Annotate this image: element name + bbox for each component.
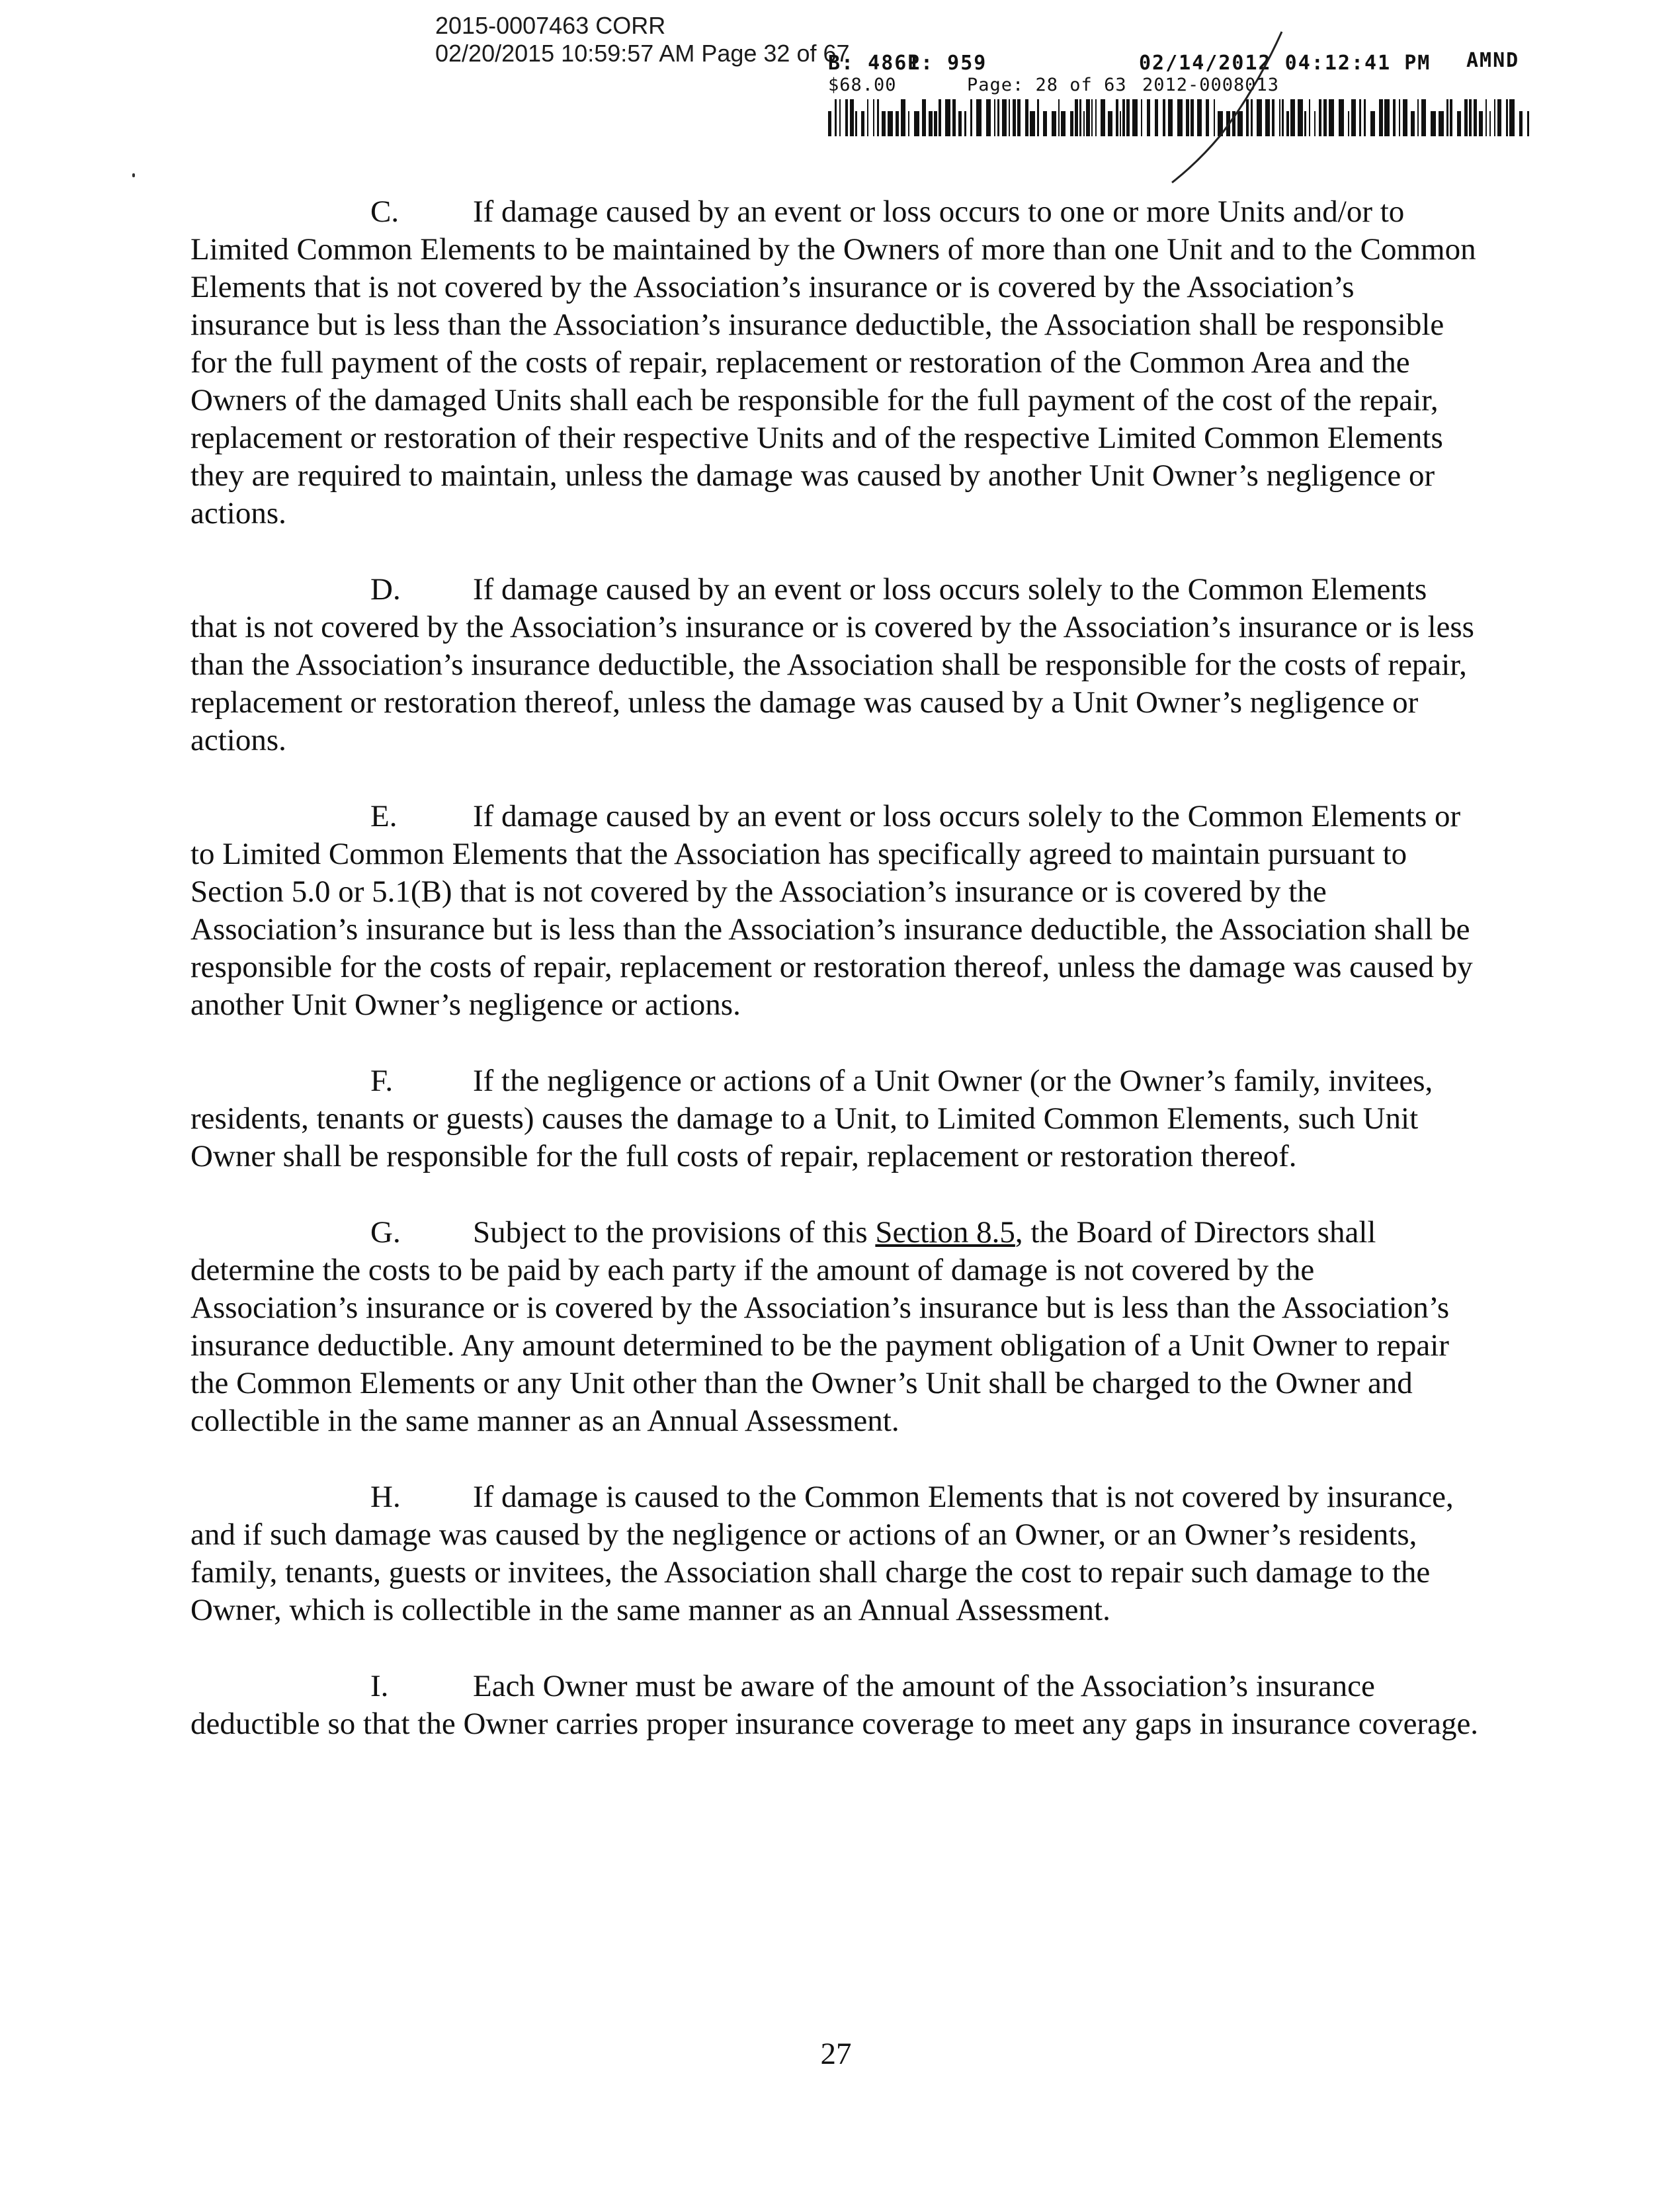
barcode-bar — [873, 99, 874, 136]
barcode-bar — [1290, 99, 1295, 136]
recording-instrument-number: 2012-0008013 — [1142, 75, 1280, 95]
barcode-bar — [1061, 111, 1066, 136]
barcode-bar — [1474, 99, 1477, 136]
barcode-bar — [1009, 99, 1010, 136]
barcode-bar — [1469, 99, 1472, 136]
barcode-bar — [1450, 99, 1452, 136]
barcode-bar — [1403, 99, 1407, 136]
barcode-bar — [1052, 111, 1056, 136]
paragraph-text-continued: , the Board of Directors shall determine the costs to be paid by each party if the amount of damage is not covered by the Association’s insurance or is covered by the Association’s insurance but is less than the Association’s insurance deductible. Any amount determined to be the payment obligation of a Unit Owner to repair the Common Elements or any Unit other than the Owner’s Unit shall be charged to the Owner and collectible in the same manner as an Annual Assessment. — [190, 1215, 1450, 1438]
barcode-bar — [1304, 111, 1306, 136]
barcode-bar — [1298, 99, 1303, 136]
paragraph-text: If damage caused by an event or loss occurs to one or more Units and/or to Limited Common Elements to be maintained by the Owners of more than one Unit and to the Common Elements that is not covered by the Association’s insurance or is covered by the Association’s insurance but is less than the Association’s insurance deductible, the Association shall be responsible for the full payment of the costs of repair, replacement or restoration of the Common Area and the Owners of the damaged Units shall each be responsible for the full payment of the cost of the repair, replacement or restoration of their respective Units and of the respective Limited Common Elements they are required to maintain, unless the damage was caused by another Unit Owner’s negligence or actions. — [190, 194, 1476, 531]
barcode-bar — [997, 99, 999, 136]
barcode-bar — [1091, 99, 1093, 136]
barcode-bar — [1037, 99, 1039, 136]
barcode-bar — [1497, 99, 1501, 136]
barcode-bar — [888, 111, 893, 136]
barcode-bar — [1147, 99, 1150, 136]
paragraph-text: Each Owner must be aware of the amount of the Association’s insurance deductible so that the Owner carries proper insurance coverage to meet any gaps in insurance coverage. — [190, 1669, 1479, 1741]
barcode-bar — [970, 99, 972, 136]
barcode-bar — [1399, 99, 1400, 136]
barcode-bar — [1309, 99, 1310, 136]
barcode-bar — [934, 111, 937, 136]
barcode-bar — [1319, 99, 1321, 136]
barcode-bar — [1339, 99, 1344, 136]
document-body — [190, 193, 1480, 1781]
barcode-bar — [1314, 111, 1316, 136]
barcode-bar — [1485, 99, 1487, 136]
barcode-bar — [1364, 99, 1366, 136]
barcode-bar — [1379, 99, 1383, 136]
paragraph-letter: H. — [370, 1480, 401, 1514]
barcode-bar — [1479, 111, 1483, 136]
barcode-bar — [958, 111, 962, 136]
barcode-bar — [1506, 99, 1508, 136]
barcode-bar — [861, 111, 864, 136]
barcode-bar — [828, 111, 831, 136]
barcode-bar — [952, 99, 956, 136]
paragraph-text: If damage is caused to the Common Elements that is not covered by insurance, and if such damage was caused by the negligence or actions of an Owner, or an Owner’s residents, family, tenants, guests or invitees, the Association shall charge the cost to repair such damage to the Owner, which is collectible in the same manner as an Annual Assessment. — [190, 1480, 1454, 1627]
paragraph-letter: G. — [370, 1215, 401, 1250]
barcode-bar — [1075, 99, 1078, 136]
barcode-bar — [1058, 99, 1060, 136]
barcode-bar — [1002, 99, 1007, 136]
paragraph-d — [190, 571, 1480, 759]
stamp-datetime: 02/20/2015 10:59:57 AM Page 32 of 67 — [435, 40, 850, 67]
barcode-bar — [976, 99, 982, 136]
recording-doc-type: AMND — [1466, 49, 1520, 72]
barcode-bar — [1043, 111, 1047, 136]
barcode-bar — [1384, 99, 1390, 136]
barcode-bar — [1464, 99, 1468, 136]
barcode-bar — [1370, 111, 1375, 136]
paragraph-c — [190, 193, 1480, 532]
paragraph-letter: C. — [370, 194, 399, 229]
barcode-bar — [1494, 99, 1495, 136]
barcode-bar — [1108, 111, 1112, 136]
barcode-bar — [1348, 111, 1349, 136]
barcode-bar — [922, 99, 926, 136]
barcode-bar — [1439, 111, 1444, 136]
barcode-bar — [1132, 99, 1138, 136]
barcode-bar — [855, 111, 857, 136]
barcode-bar — [1126, 99, 1130, 136]
barcode-bar — [1421, 99, 1426, 136]
barcode-bar — [1457, 111, 1461, 136]
barcode-bar — [994, 99, 995, 136]
barcode-bar — [1095, 99, 1097, 136]
barcode-bar — [850, 99, 854, 136]
barcode-bar — [1017, 99, 1021, 136]
barcode-bar — [845, 99, 848, 136]
barcode-bar — [1030, 111, 1035, 136]
recording-page: P: 959 — [907, 52, 987, 75]
barcode-bar — [1086, 99, 1090, 136]
recording-datetime: 02/14/2012 04:12:41 PM — [1139, 52, 1431, 75]
paragraph-text: Subject to the provisions of this — [473, 1215, 876, 1250]
barcode-bar — [1141, 99, 1142, 136]
paragraph-g — [190, 1214, 1480, 1440]
paragraph-h — [190, 1478, 1480, 1629]
barcode-bar — [1431, 111, 1436, 136]
barcode-bar — [835, 99, 837, 136]
barcode-bar — [1013, 99, 1016, 136]
barcode-bar — [1411, 111, 1415, 136]
barcode-bar — [1359, 99, 1361, 136]
scan-speck — [132, 173, 135, 177]
header-stamp — [435, 12, 850, 67]
paragraph-e — [190, 798, 1480, 1024]
recording-page-count: Page: 28 of 63 — [967, 75, 1127, 95]
recording-book: B: 4861 — [828, 52, 921, 75]
barcode-bar — [908, 111, 909, 136]
barcode-bar — [1101, 99, 1105, 136]
barcode-bar — [1489, 111, 1491, 136]
case-number: 2015-0007463 CORR — [435, 12, 666, 39]
barcode-bar — [877, 99, 879, 136]
barcode-bar — [1417, 99, 1419, 136]
paragraph-letter: E. — [370, 799, 397, 833]
barcode-bar — [1509, 99, 1515, 136]
recording-fee: $68.00 — [828, 75, 897, 95]
barcode-bar — [1122, 99, 1125, 136]
paragraph-letter: D. — [370, 572, 401, 607]
barcode-bar — [901, 99, 905, 136]
barcode-bar — [1527, 111, 1529, 136]
barcode-bar — [839, 99, 841, 136]
barcode-bar — [1079, 99, 1081, 136]
barcode-bar — [1083, 111, 1085, 136]
barcode-bar — [1393, 99, 1396, 136]
paragraph-letter: F. — [370, 1064, 394, 1098]
barcode-bar — [1116, 99, 1118, 136]
paragraph-text: If damage caused by an event or loss occurs solely to the Common Elements that is not covered by the Association’s insurance or is covered by the Association’s insurance or is less than the Association’s insurance deductible, the Association shall be responsible for the costs of repair, replacement or restoration thereof, unless the damage was caused by a Unit Owner’s negligence or actions. — [190, 572, 1474, 757]
paragraph-letter: I. — [370, 1669, 389, 1703]
paragraph-text: If damage caused by an event or loss occurs solely to the Common Elements or to Limited Common Elements that the Association has specifically agreed to maintain pursuant to Section 5.0 or 5.1(B) that is not covered by the Association’s insurance or is covered by the Association’s insurance but is less than the Association’s insurance deductible, the Association shall be responsible for the costs of repair, replacement or restoration thereof, unless the damage was caused by another Unit Owner’s negligence or actions. — [190, 799, 1473, 1022]
barcode-bar — [986, 99, 991, 136]
page-number: 27 — [820, 2037, 852, 2071]
barcode-bar — [929, 111, 933, 136]
barcode-bar — [896, 111, 899, 136]
barcode-bar — [1519, 111, 1523, 136]
section-reference: Section 8.5 — [875, 1215, 1015, 1250]
barcode-bar — [964, 111, 966, 136]
barcode-bar — [939, 99, 941, 136]
barcode-bar — [1120, 111, 1121, 136]
barcode-bar — [1070, 111, 1073, 136]
barcode-bar — [882, 111, 886, 136]
barcode-bar — [945, 99, 950, 136]
barcode-bar — [1155, 99, 1158, 136]
barcode-bar — [1025, 99, 1028, 136]
barcode-bar — [1323, 99, 1327, 136]
barcode-bar — [1329, 99, 1334, 136]
barcode-bar — [1446, 99, 1448, 136]
barcode-bar — [1351, 99, 1356, 136]
paragraph-text: If the negligence or actions of a Unit Owner (or the Owner’s family, invitees, residents, tenants or guests) causes the damage to a Unit, to Limited Common Elements, such Unit Owner shall be responsible for the full costs of repair, replacement or restoration thereof. — [190, 1064, 1433, 1173]
barcode-bar — [867, 99, 868, 136]
paragraph-f — [190, 1062, 1480, 1175]
barcode-bar — [914, 111, 919, 136]
handwritten-slash-mark — [1164, 26, 1290, 185]
paragraph-i — [190, 1668, 1480, 1743]
